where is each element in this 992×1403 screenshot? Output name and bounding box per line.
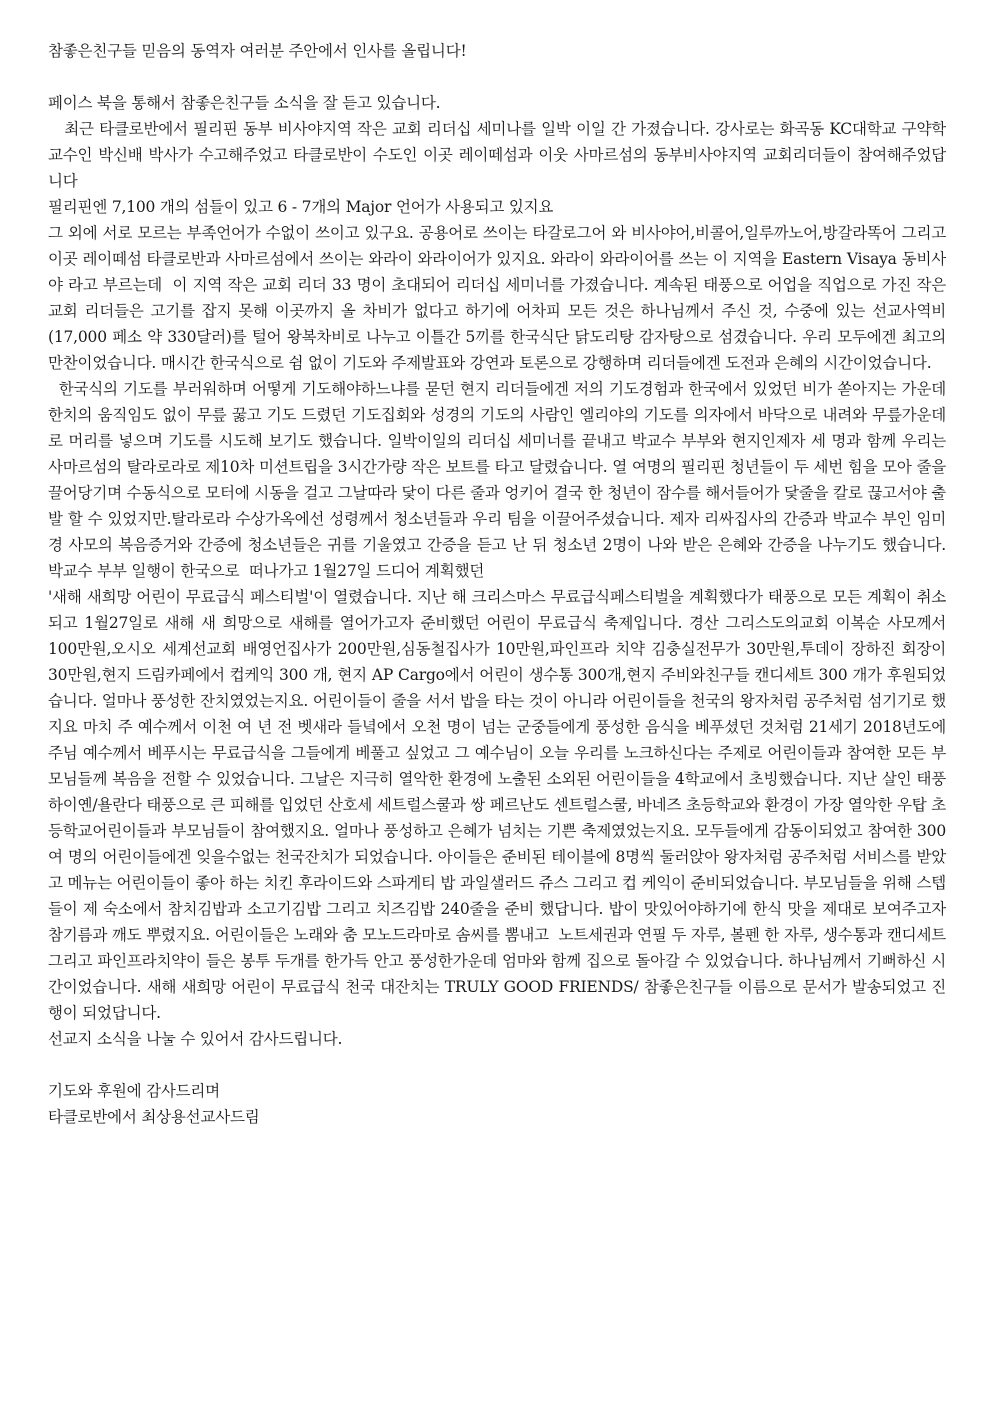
paragraph-languages: 그 외에 서로 모르는 부족언어가 수없이 쓰이고 있구요. 공용어로 쓰이는 타갈로그어 와 비사야어,비콜어,일루까노어,방갈라똑어 그리고 이곳 레이떼섬 타클로반과 사마르섬에서 쓰이는 와라이 와라이어가 있지요. 와라이 와라이어를 쓰는 이 지역을 Eastern Visaya 동비사야 라고 부르는데 이 지역 작은 교회 리더 33 명이 초대되어 리더십 세미너를 가졌습니다. 계속된 태풍으로 어업을 직업으로 가진 작은 교회 리더들은 고기를 잡지 못해 이곳까지 올 차비가 없다고 하기에 어차피 모든 것은 하나님께서 주신 것, 수중에 있는 선교사역비(17,000 페소 약 330달러)를 털어 왕복차비로 나누고 이틀간 5끼를 한국식단 닭도리탕 감자탕으로 섬겼습니다. 우리 모두에겐 최고의 만찬이었습니다. 매시간 한국식으로 쉼 없이 기도와 주제발표와 강연과 토론으로 강행하며 리더들에겐 도전과 은혜의 시간이었습니다. <box>48 224 951 372</box>
spacer <box>48 1052 946 1078</box>
letter-closing <box>48 1078 946 1130</box>
paragraph-festival: '새해 새희망 어린이 무료급식 페스티벌'이 열렸습니다. 지난 해 크리스마스 무료급식페스티벌을 계획했다가 태풍으로 모든 계획이 취소되고 1월27일로 새해 새 희망으로 새해를 열어가고자 준비했던 어린이 무료급식 축제입니다. 경산 그리스도의교회 이복순 사모께서 100만원,오시오 세계선교회 배영언집사가 200만원,심동철집사가 10만원,파인프라 치약 김충실전무가 30만원,투데이 장하진 회장이 30만원,현지 드림카페에서 컵케익 300 개, 현지 AP Cargo에서 어린이 생수통 300개,현지 주비와친구들 캔디세트 300 개가 후원되었습니다. 얼마나 풍성한 잔치였었는지요. 어린이들이 줄을 서서 밥을 타는 것이 아니라 어린이들을 천국의 왕자처럼 공주처럼 섬기기로 했지요 마치 주 예수께서 이천 여 년 전 벳새라 들녘에서 오천 명이 넘는 군중들에게 풍성한 음식을 베푸셨던 것처럼 21세기 2018년도에 주님 예수께서 베푸시는 무료급식을 그들에게 베풀고 싶었고 그 예수님이 오늘 우리를 노크하신다는 주제로 어린이들과 참여한 모든 부모님들께 복음을 전할 수 있었습니다. 그날은 지극히 열악한 환경에 노출된 소외된 어린이들을 4학교에서 초빙했습니다. 지난 살인 태풍 하이옌/욜란다 태풍으로 큰 피해를 입었던 산호세 세트럴스쿨과 쌍 페르난도 센트럴스쿨, 바네즈 초등학교와 환경이 가장 열악한 우탑 초등학교어린이들과 부모님들이 참여했지요. 얼마나 풍성하고 은혜가 넘치는 기쁜 축제였었는지요. 모두들에게 감동이되었고 참여한 300 여 명의 어린이들에겐 잊을수없는 천국잔치가 되었습니다. 아이들은 준비된 테이블에 8명씩 둘러앉아 왕자처럼 공주처럼 서비스를 받았고 메뉴는 어린이들이 좋아 하는 치킨 후라이드와 스파게티 밥 과일샐러드 쥬스 그리고 컵 케익이 준비되었습니다. 부모님들을 위해 스텝들이 제 숙소에서 참치김밥과 소고기김밥 그리고 치즈김밥 240줄을 준비 했답니다. 밥이 맛있어야하기에 한식 맛을 제대로 보여주고자 참기름과 깨도 뿌렸지요. 어린이들은 노래와 춤 모노드라마로 솜씨를 뽐내고 노트세권과 연필 두 자루, 볼펜 한 자루, 생수통과 캔디세트 그리고 파인프라치약이 들은 봉투 두개를 한가득 안고 풍성한가운데 엄마와 함께 집으로 돌아갈 수 있었습니다. 하나님께서 기뻐하신 시간이었습니다. 새해 새희망 어린이 무료급식 천국 대잔치는 TRULY GOOD FRIENDS/ 참좋은친구들 이름으로 문서가 발송되었고 진행이 되었답니다. <box>48 588 951 1022</box>
signature-line: 타클로반에서 최상용선교사드림 <box>48 1108 260 1126</box>
paragraph-thanks: 선교지 소식을 나눌 수 있어서 감사드립니다. <box>48 1030 343 1048</box>
letter-page <box>48 38 951 1130</box>
closing-line: 기도와 후원에 감사드리며 <box>48 1082 220 1100</box>
paragraph-seminar: 최근 타클로반에서 필리핀 동부 비사야지역 작은 교회 리더십 세미나를 일박 이일 간 가졌습니다. 강사로는 화곡동 KC대학교 구약학교수인 박신배 박사가 수고해주었고 타클로반이 수도인 이곳 레이떼섬과 이웃 사마르섬의 동부비사야지역 교회리더들이 참여해주었답니다 <box>48 120 947 190</box>
letter-body <box>48 90 951 1052</box>
paragraph-islands: 필리핀엔 7,100 개의 섬들이 있고 6 - 7개의 Major 언어가 사용되고 있지요 <box>48 198 554 216</box>
paragraph-facebook: 페이스 북을 통해서 참좋은친구들 소식을 잘 듣고 있습니다. <box>48 94 441 112</box>
letter-greeting: 참좋은친구들 믿음의 동역자 여러분 주안에서 인사를 올립니다! <box>48 42 467 60</box>
paragraph-prayer-mission: 한국식의 기도를 부러워하며 어떻게 기도해야하느냐를 묻던 현지 리더들에겐 저의 기도경험과 한국에서 있었던 비가 쏟아지는 가운데 한치의 움직임도 없이 무릎 꿇고 기도 드렸던 기도집회와 성경의 기도의 사람인 엘리야의 기도를 의자에서 바닥으로 내려와 무릎가운데로 머리를 넣으며 기도를 시도해 보기도 했습니다. 일박이일의 리더십 세미너를 끝내고 박교수 부부와 현지인제자 세 명과 함께 우리는 사마르섬의 탈라로라로 제10차 미션트립을 3시간가량 작은 보트를 타고 달렸습니다. 열 여명의 필리핀 청년들이 두 세번 힘을 모아 줄을 끌어당기며 수동식으로 모터에 시동을 걸고 그날따라 닻이 다른 줄과 엉키어 결국 한 청년이 잠수를 해서들어가 닻줄을 칼로 끊고서야 출발 할 수 있었지만.탈라로라 수상가옥에선 성령께서 청소년들과 우리 팀을 이끌어주셨습니다. 제자 리싸집사의 간증과 박교수 부인 임미경 사모의 복음증거와 간증에 청소년들은 귀를 기울였고 간증을 듣고 난 뒤 청소년 2명이 나와 받은 은혜와 간증을 나누기도 했습니다. 박교수 부부 일행이 한국으로 떠나가고 1월27일 드디어 계획했던 <box>48 380 951 580</box>
